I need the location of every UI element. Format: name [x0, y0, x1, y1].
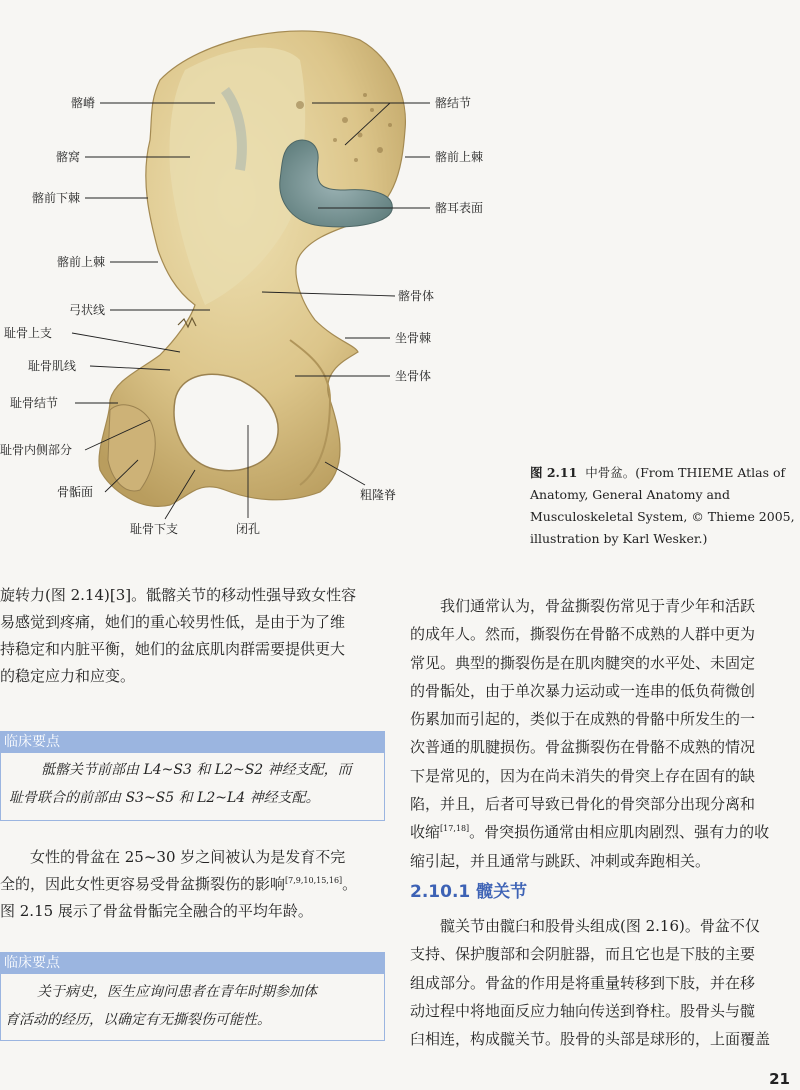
- text-line: 女性的骨盆在 25~30 岁之间被认为是发育不完: [30, 848, 346, 866]
- label-ischial-body: 坐骨体: [395, 369, 432, 383]
- page-number: 21: [769, 1070, 790, 1088]
- label-trochanteric-crest: 粗隆脊: [360, 488, 397, 502]
- text-line: 动过程中将地面反应力轴向传送到脊柱。股骨头与髋: [410, 1001, 756, 1020]
- label-auricular-surface: 髂耳表面: [435, 201, 484, 215]
- text-line: 持稳定和内脏平衡，她们的盆底肌肉群需要提供更大: [0, 640, 346, 658]
- text-line: 旋转力(图 2.14)[3]。骶髂关节的移动性强导致女性容: [0, 586, 357, 604]
- clinical-box-2-title: 临床要点: [0, 952, 385, 974]
- label-pubic-medial-part: 耻骨内侧部分: [0, 443, 73, 457]
- label-asis-left: 髂前上棘: [56, 255, 105, 269]
- box-line: 耻骨联合的前部由 S3~S5 和 L2~L4 神经支配。: [9, 790, 320, 806]
- left-paragraph-2: [0, 844, 385, 925]
- text-line: 我们通常认为，骨盆撕裂伤常见于青少年和活跃: [440, 597, 756, 615]
- right-paragraph-1: [410, 592, 798, 875]
- clinical-box-1: [0, 753, 385, 821]
- label-iliac-body: 髂骨体: [398, 289, 435, 303]
- label-asis-right: 髂前上棘: [435, 150, 484, 164]
- clinical-box-2: [0, 974, 385, 1041]
- label-arcuate-line: 弓状线: [68, 303, 105, 317]
- text-line: 髋关节由髋臼和股骨头组成(图 2.16)。骨盆不仅: [440, 917, 760, 935]
- left-paragraph-1: [0, 582, 385, 690]
- label-ischial-spine: 坐骨棘: [395, 331, 432, 345]
- label-inferior-pubic-ramus: 耻骨下支: [130, 522, 179, 536]
- label-superior-pubic-ramus: 耻骨上支: [4, 326, 53, 340]
- right-paragraph-2: [410, 912, 798, 1053]
- text-line: 下是常见的，因为在尚未消失的骨突上存在固有的缺: [410, 766, 756, 785]
- text-line: 常见。典型的撕裂伤是在肌肉腱突的水平处、未固定: [410, 653, 756, 672]
- text-line: 的骨骺处，由于单次暴力运动或一连串的低负荷微创: [410, 681, 756, 700]
- text-line: 次普通的肌腱损伤。骨盆撕裂伤在骨骼不成熟的情况: [410, 738, 756, 757]
- caption-text: 中骨盆。(From THIEME Atlas of Anatomy, General Anatomy and Musculoskeletal System, © Thieme 2005, illustration by Karl Wesker.): [530, 465, 795, 546]
- text-line: 易感觉到疼痛，她们的重心较男性低，是由于为了维: [0, 613, 346, 631]
- label-aiis: 髂前下棘: [31, 191, 80, 205]
- text-line: 陷，并且，后者可导致已骨化的骨突部分出现分离和: [410, 795, 756, 814]
- section-title-hip-joint: 2.10.1 髋关节: [410, 882, 528, 902]
- caption-number: 图 2.11: [530, 465, 578, 480]
- box-line: 骶髂关节前部由 L4~S3 和 L2~S2 神经支配，而: [41, 762, 352, 778]
- label-obturator-foramen: 闭孔: [236, 522, 261, 536]
- text-line: 图 2.15 展示了骨盆骨骺完全融合的平均年龄。: [0, 902, 313, 920]
- text-line: 伤累加而引起的，类似于在成熟的骨骼中所发生的一: [410, 710, 756, 729]
- text-line: 全的，因此女性更容易受骨盆撕裂伤的影响[7,9,10,15,16]。: [0, 875, 358, 893]
- box-line: 关于病史，医生应询问患者在青年时期参加体: [37, 984, 317, 1000]
- label-pectineal-line: 耻骨肌线: [28, 359, 77, 373]
- text-line: 臼相连，构成髋关节。股骨的头部是球形的，上面覆盖: [410, 1030, 771, 1049]
- text-line: 支持、保护腹部和会阴脏器，而且它也是下肢的主要: [410, 945, 756, 964]
- text-line: 缩引起，并且通常与跳跃、冲刺或奔跑相关。: [410, 851, 711, 870]
- text-line: 组成部分。骨盆的作用是将重量转移到下肢，并在移: [410, 973, 756, 992]
- label-iliac-tubercle: 髂结节: [435, 96, 472, 110]
- label-pubic-tubercle: 耻骨结节: [10, 396, 59, 410]
- box-line: 育活动的经历，以确定有无撕裂伤可能性。: [5, 1012, 271, 1028]
- text-line: 的稳定应力和应变。: [0, 667, 136, 685]
- text-line: 的成年人。然而，撕裂伤在骨骼不成熟的人群中更为: [410, 625, 756, 644]
- label-epiphyseal-surface: 骨骺面: [57, 485, 94, 499]
- clinical-box-1-title: 临床要点: [0, 731, 385, 753]
- label-iliac-crest: 髂嵴: [70, 96, 95, 110]
- text-line: 收缩[17,18]。骨突损伤通常由相应肌肉剧烈、强有力的收: [410, 823, 770, 842]
- figure-caption: [530, 462, 798, 550]
- label-iliac-fossa: 髂窝: [55, 150, 80, 164]
